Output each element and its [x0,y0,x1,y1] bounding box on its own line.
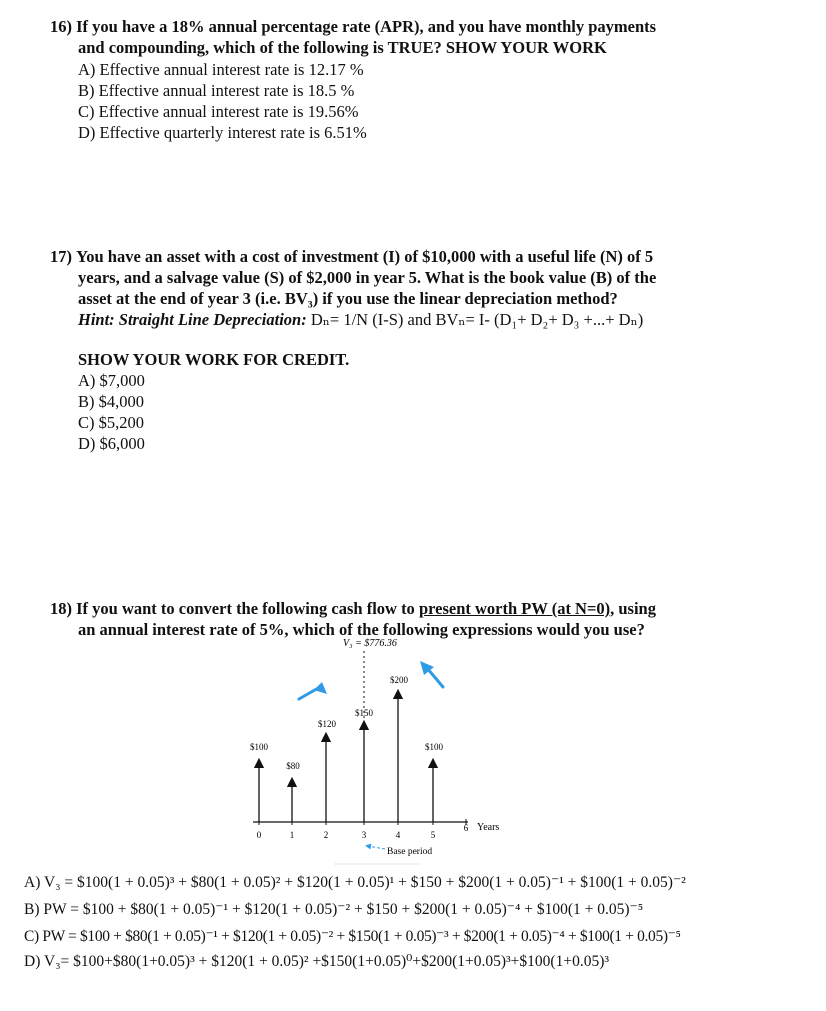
q17-option-a[interactable]: A) $7,000 [78,371,145,390]
q18-option-b[interactable]: B) PW = $100 + $80(1 + 0.05)⁻¹ + $120(1 + 0.05)⁻² + $150 + $200(1 + 0.05)⁻⁴ + $100(1 + 0.05)⁻⁵ [24,901,644,918]
q16-stem [50,16,770,37]
q17-option-d[interactable]: D) $6,000 [78,434,145,453]
q18-option-d[interactable]: D) V₃= $100+$80(1+0.05)³ + $120(1 + 0.05)² +$150(1+0.05)⁰+$200(1+0.05)³+$100(1+0.05)³ [24,953,609,970]
q18-option-c[interactable]: C) PW = $100 + $80(1 + 0.05)⁻¹ + $120(1 + 0.05)⁻² + $150(1 + 0.05)⁻³ + $200(1 + 0.05)⁻⁴ + $100(1 + 0.05)⁻⁵ [24,928,681,945]
cash-flow-label-1: $80 [286,761,300,771]
years-axis-label: Years [477,822,500,833]
year-labels [257,823,469,840]
year-0: 0 [256,830,262,840]
blue-arrow-right-shaft [427,668,443,687]
base-period-label: Base period [387,847,433,857]
blue-arrow-right-head [420,661,434,675]
year-5: 5 [430,830,436,840]
question-17 [50,246,770,330]
q17-hint-formula: Dₙ= 1/N (I-S) and BVₙ= I- (D₁+ D₂+ D₃ +...+ Dₙ) [310,310,644,329]
year-6: 6 [463,823,469,833]
year-ticks [259,819,466,825]
q16-stem-line1: If you have a 18% annual percentage rate (APR), and you have monthly payments [76,17,657,36]
blue-arrow-left-head [314,682,327,694]
q17-hint [50,309,770,330]
year-1: 1 [289,830,295,840]
q17-number: 17) [50,247,72,266]
cash-flow-label-3: $150 [355,708,373,718]
q17-option-b[interactable]: B) $4,000 [78,392,144,411]
q16-number: 16) [50,17,72,36]
q17-stem-line1: You have an asset with a cost of investment (I) of $10,000 with a useful life (N) of 5 [76,247,654,266]
year-4: 4 [395,830,401,840]
q17-hint-label: Hint: Straight Line Depreciation: [78,310,307,329]
q17-option-c[interactable]: C) $5,200 [78,413,144,432]
q17-instruction: SHOW YOUR WORK FOR CREDIT. [78,350,350,369]
q18-number: 18) [50,599,72,618]
year-3: 3 [361,830,367,840]
cash-flow-label-0: $100 [250,742,268,752]
year-2: 2 [323,830,329,840]
q17-stem-line2: years, and a salvage value (S) of $2,000 in year 5. What is the book value (B) of the [78,268,657,287]
q18-stem-line1a: If you want to convert the following cash flow to [76,599,419,618]
q16-option-d[interactable]: D) Effective quarterly interest rate is 6.51% [78,123,367,142]
q16-option-a[interactable]: A) Effective annual interest rate is 12.17 % [78,60,364,79]
v3-label: V₃ = $776.36 [343,638,397,649]
q18-option-a[interactable]: A) V₃ = $100(1 + 0.05)³ + $80(1 + 0.05)² + $120(1 + 0.05)¹ + $150 + $200(1 + 0.05)⁻¹ + $100(1 + 0.05)⁻² [24,874,686,891]
cash-flow-arrows [259,694,433,822]
cash-flow-label-2: $120 [318,719,336,729]
question-16 [50,16,770,58]
q16-stem-line2: and compounding, which of the following is TRUE? SHOW YOUR WORK [78,38,607,57]
q18-stem-underlined: present worth PW (at N=0) [418,599,611,618]
cash-flow-label-4: $200 [390,675,408,685]
cash-flow-labels [250,675,444,771]
base-period-pointer [368,846,385,849]
q16-option-c[interactable]: C) Effective annual interest rate is 19.56% [78,102,359,121]
cash-flow-label-5: $100 [425,742,443,752]
q17-stem-line3: asset at the end of year 3 (i.e. BV₃) if you use the linear depreciation method? [78,289,618,308]
q18-stem-line2: an annual interest rate of 5%, which of the following expressions would you use? [78,620,645,639]
blue-arrow-left-shaft [299,687,320,699]
q18-stem-line1b: , using [610,599,656,618]
question-18 [50,598,770,640]
q16-option-b[interactable]: B) Effective annual interest rate is 18.5 % [78,81,355,100]
